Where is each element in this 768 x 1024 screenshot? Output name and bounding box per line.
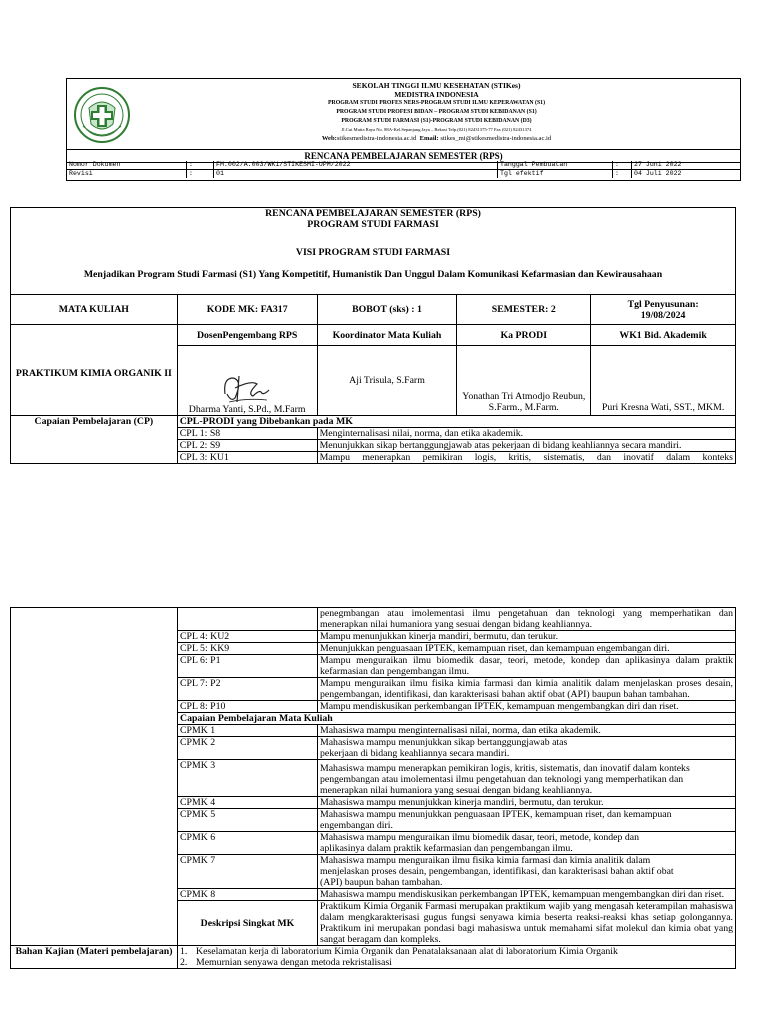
rps-table-page2 <box>10 607 736 969</box>
cpl-code: CPL 4: KU2 <box>178 631 318 643</box>
cpmk-code: CPMK 5 <box>178 809 318 832</box>
tgl-penyusunan: Tgl Penyusunan: 19/08/2024 <box>591 295 736 325</box>
cpmk-code: CPMK 1 <box>178 725 318 737</box>
bahan-label: Bahan Kajian (Materi pembelajaran) <box>11 946 178 969</box>
cpl-code: CPL 1: S8 <box>177 428 317 440</box>
rps-table-page1 <box>10 207 736 464</box>
course-name: PRAKTIKUM KIMIA ORGANIK II <box>11 325 178 416</box>
cpl-code: CPL 8: P10 <box>178 701 318 713</box>
signature-image <box>217 372 277 406</box>
cpmk-text: Mahasiswa mampu menunjukkan penguasaan IPTEK, kemampuan riset, dan kemampuan engembangan diri. <box>318 809 736 832</box>
document-header <box>66 78 741 181</box>
cpl-code: CPL 5: KK9 <box>178 643 318 655</box>
email-link[interactable]: stikes_mi@stikesmedistra-indonesia.ac.id <box>440 135 552 142</box>
cpmk-code: CPMK 3 <box>178 760 318 797</box>
role-wk1: WK1 Bid. Akademik <box>591 325 736 346</box>
cpmk-text: Mahasiswa mampu menunjukkan sikap bertanggungjawab atas pekerjaan di bidang keahliannya secara mandiri. <box>318 737 736 760</box>
role-koordinator: Koordinator Mata Kuliah <box>317 325 457 346</box>
cpmk-header: Capaian Pembelajaran Mata Kuliah <box>178 713 736 725</box>
institution-logo <box>73 86 131 144</box>
program-line: PROGRAM STUDI PROFESI BIDAN – PROGRAM STUDI KEBIDANAN (S1) <box>336 109 537 115</box>
document-meta-table <box>67 161 740 178</box>
bahan-item: 2. Memurnian senyawa dengan metoda rekristalisasi <box>178 957 736 969</box>
cpl-text: Mampu mendiskusikan perkembangan IPTEK, kemampuan mengembangkan diri dan riset. <box>318 701 736 713</box>
cpmk-code: CPMK 7 <box>178 855 318 889</box>
web-email-line: Web:stikesmedistra-indonesia.ac.id Email: stikes_mi@stikesmedistra-indonesia.ac.id <box>321 135 552 142</box>
table-row <box>11 946 736 958</box>
header-doc-title: RENCANA PEMBELAJARAN SEMESTER (RPS) <box>67 149 740 163</box>
role-dosen: DosenPengembang RPS <box>177 325 317 346</box>
person-wk1: Puri Kresna Wati, SST., MKM. <box>591 346 736 416</box>
person-dosen: Dharma Yanti, S.Pd., M.Farm <box>188 404 306 415</box>
role-kaprodi: Ka PRODI <box>457 325 591 346</box>
cpl-text: penegmbangan atau imolementasi ilmu pengetahuan dan teknologi yang memperhatikan dan menerapkan nilai humaniora yang sesuai dengan bidang keahliannya. <box>318 608 736 631</box>
cpl-text: Mampu menguraikan ilmu biomedik dasar, teori, metode, kondep dan aplikasinya dalam praktik kefarmasian dan pengembangan ilmu. <box>318 655 736 678</box>
rps-title: RENCANA PEMBELAJARAN SEMESTER (RPS) <box>11 208 736 220</box>
institution-name: SEKOLAH TINGGI ILMU KESEHATAN (STIKes) <box>352 81 521 90</box>
table-row <box>11 608 736 631</box>
web-link[interactable]: stikesmedistra-indonesia.ac.id <box>336 135 417 142</box>
cp-continued <box>11 608 178 946</box>
signature-cell <box>177 346 317 416</box>
address: Jl.Cut Mutia Raya No. 88A-Kel.Sepanjang Jaya – Bekasi Telp.(021) 82431375-77 Fax (021) 82431374 <box>341 127 532 132</box>
cpmk-code: CPMK 2 <box>178 737 318 760</box>
cpmk-text: Mahasiswa mampu menerapkan pemikiran logis, kritis, sistematis, dan inovatif dalam konteks pengembangan atau imolementasi ilmu pengetahuan dan teknologi yang memperhatikan dan menerapkan nilai humaniora yang sesuai dengan bidang keahliannya. <box>318 760 736 797</box>
cpl-text: Menginternalisasi nilai, norma, dan etika akademik. <box>317 428 735 440</box>
bobot: BOBOT (sks) : 1 <box>317 295 457 325</box>
cpl-text: Mampu menguraikan ilmu fisika kimia farmasi dan kimia analitik dalam menjelaskan proses desain, pengembangan, identifikasi, dan karakterisasi bahan aktif obat (API) baupun bahan tambahan. <box>318 678 736 701</box>
semester: SEMESTER: 2 <box>457 295 591 325</box>
cpl-header: CPL-PRODI yang Dibebankan pada MK <box>177 416 735 428</box>
program-line: PROGRAM STUDI FARMASI (S1)-PROGRAM STUDI KEBIDANAN (D3) <box>341 118 532 124</box>
program-line: PROGRAM STUDI PROFES NERS-PROGRAM STUDI ILMU KEPERAWATAN (S1) <box>327 100 546 106</box>
person-kaprodi: Yonathan Tri Atmodjo Reubun, S.Farm., M.Farm. <box>457 346 591 416</box>
cpmk-text: Mahasiswa mampu menginternalisasi nilai, norma, dan etika akademik. <box>318 725 736 737</box>
cpmk-code: CPMK 8 <box>178 889 318 901</box>
cpl-text: Menunjukkan penguasaan IPTEK, kemampuan riset, dan kemampuan engembangan diri. <box>318 643 736 655</box>
cpmk-text: Mahasiswa mampu mendiskusikan perkembangan IPTEK, kemampuan mengembangkan diri dan riset. <box>318 889 736 901</box>
kode-mk: KODE MK: FA317 <box>177 295 317 325</box>
cpmk-text: Mahasiswa mampu menunjukkan kinerja mandiri, bermutu, dan terukur. <box>318 797 736 809</box>
program-title: PROGRAM STUDI FARMASI <box>11 219 736 233</box>
cpl-text: Mampu menerapkan pemikiran logis, kritis, sistematis, dan inovatif dalam konteks <box>317 452 735 464</box>
cpl-text: Menunjukkan sikap bertanggungjawab atas pekerjaan di bidang keahliannya secara mandiri. <box>317 440 735 452</box>
cpl-code: CPL 2: S9 <box>177 440 317 452</box>
cp-label: Capaian Pembelajaran (CP) <box>11 416 178 464</box>
cpl-code: CPL 3: KU1 <box>177 452 317 464</box>
desc-label: Deskripsi Singkat MK <box>178 901 318 946</box>
cpl-code: CPL 6: P1 <box>178 655 318 678</box>
meta-row: Revisi : 01 Tgl efektif : 04 Juli 2022 <box>67 170 740 179</box>
visi-text: Menjadikan Program Studi Farmasi (S1) Yang Kompetitif, Humanistik Dan Unggul Dalam Komunikasi Kefarmasian dan Kewirausahaan <box>11 265 736 295</box>
cpl-text: Mampu menunjukkan kinerja mandiri, bermutu, dan terukur. <box>318 631 736 643</box>
cpmk-text: Mahasiswa mampu menguraikan ilmu biomedik dasar, teori, metode, kondep dan aplikasinya dalam praktik kefarmasian dan pengembangan ilmu. <box>318 832 736 855</box>
bahan-item: 1. Keselamatan kerja di laboratorium Kimia Organik dan Penatalaksanaan alat di laboratorium Kimia Organik <box>178 946 736 958</box>
visi-title: VISI PROGRAM STUDI FARMASI <box>11 233 736 265</box>
desc-text: Praktikum Kimia Organik Farmasi merupakan praktikum wajib yang mengasah keterampilan mahasiswa dalam mengkarakterisasi gugus fungsi senyawa kimia beserta reaksi-reaksi khas setiap golongannya. Praktikum ini merupakan pondasi bagi mahasiswa untuk memahami sifat molekul dan kimia obat yang sangat beragam dan kompleks. <box>318 901 736 946</box>
meta-row: Nomor Dokumen : FM.002/A.003/WK1/STIKESMI-UPM/2022 Tanggal Pembuatan : 27 Juni 2022 <box>67 161 740 170</box>
cpmk-code: CPMK 4 <box>178 797 318 809</box>
cpmk-text: Mahasiswa mampu menguraikan ilmu fisika kimia farmasi dan kimia analitik dalam menjelaskan proses desain, pengembangan, identifikasi, dan karakterisasi bahan aktif obat (API) baupun bahan tambahan. <box>318 855 736 889</box>
cpmk-code: CPMK 6 <box>178 832 318 855</box>
institution-subname: MEDISTRA INDONESIA <box>394 90 479 99</box>
cpl-code: CPL 7: P2 <box>178 678 318 701</box>
mk-label: MATA KULIAH <box>11 295 178 325</box>
person-koordinator: Aji Trisula, S.Farm <box>317 346 457 416</box>
